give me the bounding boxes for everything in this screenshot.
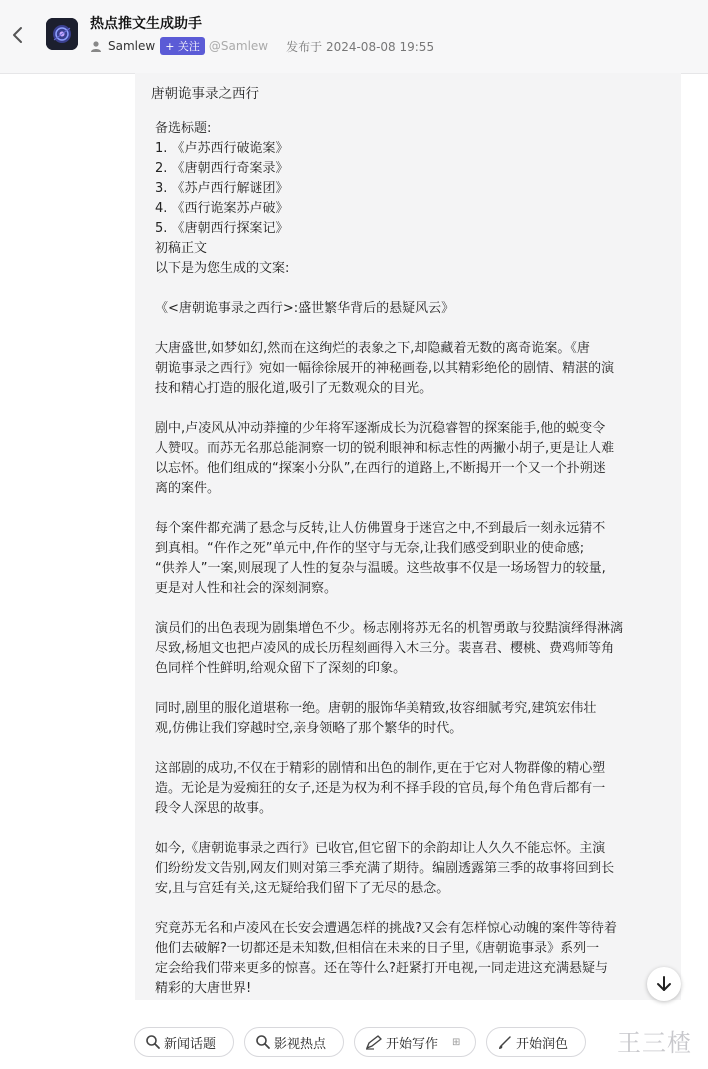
alt-title-item: 1. 《卢苏西行破诡案》 — [155, 141, 289, 156]
draft-label: 初稿正文 — [155, 241, 208, 256]
start-polish-label: 开始润色 — [516, 1036, 569, 1052]
grid-icon: ⊞ — [452, 1036, 461, 1048]
paragraph: 演员们的出色表现为剧集增色不少。杨志刚将苏无名的机智勇敢与狡黠演绎得淋漓 尽致,杨旭文也把卢凌风的成长历程刻画得入木三分。裴喜君、樱桃、费鸡师等角 色同样个性鲜明,给观众留下了深刻的印象。 — [155, 621, 624, 676]
film-hot-button[interactable] — [244, 1027, 344, 1057]
paragraph: 每个案件都充满了悬念与反转,让人仿佛置身于迷宫之中,不到最后一刻永远猜不 到真相。“仵作之死”单元中,仵作的坚守与无奈,让我们感受到职业的使命感; “供养人”一案,则展现了人性的复杂与温暖。这些故事不仅是一场场智力的较量, 更是对人性和社会的深刻洞察。 — [155, 521, 606, 596]
post-meta — [90, 37, 434, 55]
generated-document-card — [135, 73, 681, 1000]
intro-line: 以下是为您生成的文案: — [155, 261, 290, 276]
alt-title-item: 2. 《唐朝西行奇案录》 — [155, 161, 289, 176]
news-topic-label: 新闻话题 — [164, 1036, 217, 1052]
paragraph: 剧中,卢凌风从冲动莽撞的少年将军逐渐成长为沉稳睿智的探案能手,他的蜕变令 人赞叹。而苏无名那总能洞察一切的锐利眼神和标志性的两撇小胡子,更是让人难 以忘怀。他们组成的“探案小分队”,在西行的道路上,不断揭开一个又一个扑朔迷 离的案件。 — [155, 421, 615, 496]
pen-icon — [365, 1034, 383, 1050]
start-writing-button[interactable] — [354, 1027, 476, 1057]
paragraph: 如今,《唐朝诡事录之西行》已收官,但它留下的余韵却让人久久不能忘怀。主演 们纷纷发文告别,网友们则对第三季充满了期待。编剧透露第三季的故事将回到长 安,且与宫廷有关,这无疑给我们留下了无尽的悬念。 — [155, 841, 615, 896]
bot-avatar-icon — [46, 18, 78, 50]
paragraph: 究竟苏无名和卢凌风在长安会遭遇怎样的挑战?又会有怎样惊心动魄的案件等待着 他们去破解?一切都还是未知数,但相信在未来的日子里,《唐朝诡事录》系列一 定会给我们带来更多的惊喜。还在等什么?赶紧打开电视,一同走进这充满悬疑与 精彩的大唐世界! — [155, 921, 617, 996]
paragraph: 这部剧的成功,不仅在于精彩的剧情和出色的制作,更在于它对人物群像的精心塑 造。无论是为爱痴狂的女子,还是为权为利不择手段的官员,每个角色背后都有一 段令人深思的故事。 — [155, 761, 606, 816]
start-polish-button[interactable] — [486, 1027, 586, 1057]
news-topic-button[interactable] — [134, 1027, 234, 1057]
paragraph: 同时,剧里的服化道堪称一绝。唐朝的服饰华美精致,妆容细腻考究,建筑宏伟壮 观,仿佛让我们穿越时空,亲身领略了那个繁华的时代。 — [155, 701, 597, 736]
back-arrow-icon[interactable] — [9, 24, 27, 46]
header-bar — [0, 0, 708, 74]
brush-icon — [497, 1034, 513, 1050]
watermark-text: 王三楂 — [617, 1029, 692, 1057]
user-icon — [90, 40, 102, 52]
follow-button[interactable]: + 关注 — [160, 37, 205, 55]
publish-time: 发布于 2024-08-08 19:55 — [286, 39, 435, 54]
arrow-down-icon — [656, 975, 672, 993]
search-icon — [255, 1034, 271, 1050]
document-title: 唐朝诡事录之西行 — [151, 86, 259, 102]
author-handle: @Samlew — [208, 39, 269, 53]
bot-avatar[interactable] — [46, 18, 78, 50]
document-content — [155, 119, 663, 1019]
alt-title-item: 5. 《唐朝西行探案记》 — [155, 221, 289, 236]
scroll-to-bottom-button[interactable] — [647, 967, 681, 1001]
alt-title-item: 3. 《苏卢西行解谜团》 — [155, 181, 289, 196]
alt-title-item: 4. 《西行诡案苏卢破》 — [155, 201, 289, 216]
start-writing-label: 开始写作 — [386, 1036, 439, 1052]
alt-titles-heading: 备选标题: — [155, 121, 212, 136]
film-hot-label: 影视热点 — [274, 1036, 327, 1052]
paragraph: 大唐盛世,如梦如幻,然而在这绚烂的表象之下,却隐藏着无数的离奇诡案。《唐 朝诡事录之西行》宛如一幅徐徐展开的神秘画卷,以其精彩绝伦的剧情、精湛的演 技和精心打造的服化道,吸引了无数观众的目光。 — [155, 341, 615, 396]
page-title: 热点推文生成助手 — [90, 16, 202, 32]
author-name[interactable]: Samlew — [108, 39, 156, 53]
article-title: 《<唐朝诡事录之西行>:盛世繁华背后的悬疑风云》 — [155, 301, 455, 316]
search-icon — [145, 1034, 161, 1050]
quick-actions — [0, 1027, 708, 1059]
